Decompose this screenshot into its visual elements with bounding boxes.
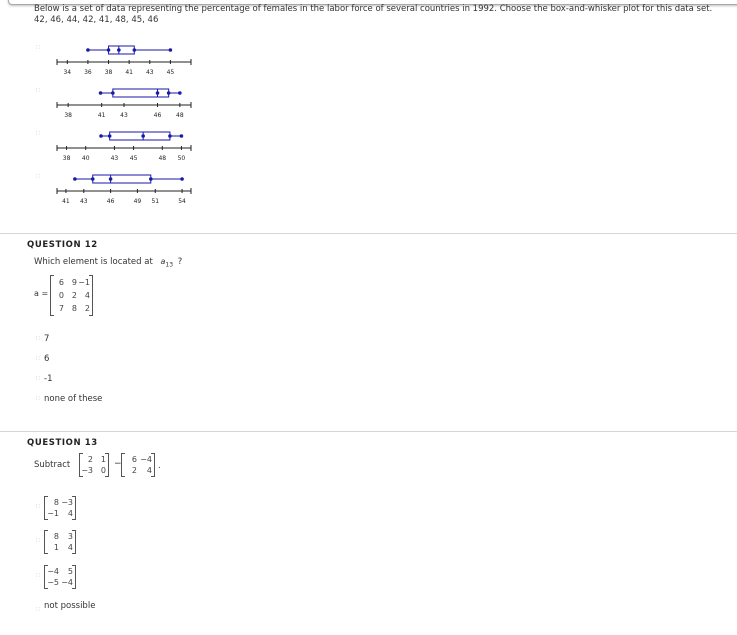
q11-option-2-radio[interactable] — [36, 88, 43, 94]
q11-option-1-radio[interactable] — [36, 45, 43, 51]
min-point — [99, 134, 103, 138]
matrix-cell: 6 — [58, 278, 64, 287]
q1-point — [111, 91, 115, 95]
matrix-cell: 4 — [146, 466, 152, 475]
q11-data-values: 42, 46, 44, 42, 41, 48, 45, 46 — [34, 15, 159, 25]
iqr-box — [113, 89, 169, 97]
matrix-cell: 0 — [58, 291, 64, 300]
matrix-cell: 2 — [131, 466, 137, 475]
q12-option-4-label[interactable]: none of these — [44, 394, 103, 404]
matrix-cell: 0 — [100, 466, 106, 475]
matrix-cell: 2 — [71, 291, 77, 300]
axis-tick-label: 50 — [177, 155, 186, 162]
right-bracket — [151, 453, 155, 477]
matrix-cell: 8 — [53, 532, 59, 541]
q13-minus-operator: − — [114, 459, 122, 469]
axis-tick-label: 41 — [125, 69, 133, 76]
axis-tick-label: 43 — [110, 155, 119, 162]
q1-point — [108, 134, 112, 138]
q11-box-plot-3 — [50, 126, 210, 166]
median-point — [141, 134, 145, 138]
left-bracket — [44, 530, 48, 554]
axis-tick-label: 54 — [178, 198, 186, 205]
axis-tick-label: 41 — [62, 198, 70, 205]
left-bracket — [79, 453, 83, 477]
axis-tick-label: 38 — [64, 112, 72, 119]
q12-option-2-label[interactable]: 6 — [44, 354, 50, 364]
iqr-box — [109, 46, 135, 54]
axis-tick-label: 45 — [166, 69, 175, 76]
right-bracket — [72, 496, 76, 520]
left-bracket — [44, 565, 48, 589]
q3-point — [149, 177, 153, 181]
axis-tick-label: 38 — [62, 155, 71, 162]
max-point — [169, 48, 173, 52]
axis-tick-label: 51 — [151, 198, 160, 205]
q13-option-2-radio[interactable] — [36, 538, 43, 544]
q12-option-3-radio[interactable] — [36, 376, 43, 382]
q12-option-3-label[interactable]: -1 — [44, 374, 53, 384]
q11-prompt-line1: Below is a set of data representing the percentage of females in the labor force of several countries in 1992. Choose the box-and-whisker plot for this data set. — [34, 4, 713, 14]
q13-option-4-radio[interactable] — [36, 607, 43, 613]
q12-prompt — [34, 257, 182, 269]
iqr-box — [93, 175, 151, 183]
q3-point — [168, 134, 172, 138]
matrix-cell: −4 — [140, 455, 152, 464]
axis-tick-label: 38 — [104, 69, 113, 76]
q11-box-plot-4 — [50, 169, 210, 209]
matrix-cell: −3 — [81, 466, 93, 475]
axis-tick-label: 34 — [63, 69, 72, 76]
left-bracket — [121, 453, 125, 477]
axis-tick-label: 41 — [97, 112, 106, 119]
q11-box-plot-1 — [50, 40, 210, 80]
axis-tick-label: 43 — [79, 198, 88, 205]
q12-option-1-radio[interactable] — [36, 336, 43, 342]
q3-point — [167, 91, 171, 95]
question-13-heading: QUESTION 13 — [27, 438, 98, 448]
q13-option-2-matrix[interactable] — [44, 530, 76, 554]
q13-period: . — [158, 461, 161, 471]
matrix-cells — [50, 275, 93, 316]
q12-prompt-text: Which element is located at — [34, 257, 153, 267]
min-point — [73, 177, 77, 181]
q13-option-4-label[interactable]: not possible — [44, 601, 96, 611]
q12-element-subscript: 13 — [165, 261, 174, 269]
matrix-cell: 2 — [84, 304, 90, 313]
matrix-cell: −5 — [47, 578, 59, 587]
q11-option-4-radio[interactable] — [36, 174, 43, 180]
q11-box-plot-2 — [50, 83, 210, 123]
matrix-cell: 3 — [67, 532, 73, 541]
min-point — [86, 48, 90, 52]
right-bracket — [72, 565, 76, 589]
matrix-cell: −4 — [61, 578, 73, 587]
axis-tick-label: 40 — [81, 155, 90, 162]
median-point — [109, 177, 113, 181]
matrix-cell: −1 — [78, 278, 90, 287]
axis-tick-label: 48 — [176, 112, 184, 119]
axis-tick-label: 46 — [153, 112, 162, 119]
matrix-cell: 6 — [131, 455, 137, 464]
q12-matrix — [50, 275, 93, 316]
matrix-cell: −1 — [47, 509, 59, 518]
matrix-cell: 8 — [71, 304, 77, 313]
matrix-cell: 1 — [53, 543, 59, 552]
matrix-cell: −4 — [47, 567, 59, 576]
q12-option-1-label[interactable]: 7 — [44, 334, 50, 344]
q12-question-mark: ? — [177, 257, 183, 267]
matrix-cell: 2 — [87, 455, 93, 464]
q11-option-3-radio[interactable] — [36, 131, 43, 137]
q13-option-1-matrix[interactable] — [44, 496, 76, 520]
section-divider — [0, 233, 737, 234]
median-point — [117, 48, 121, 52]
q13-option-3-radio[interactable] — [36, 573, 43, 579]
left-bracket — [50, 275, 54, 316]
q12-matrix-label: a = — [34, 289, 49, 298]
max-point — [180, 177, 184, 181]
axis-tick-label: 43 — [120, 112, 128, 119]
median-point — [156, 91, 160, 95]
axis-tick-label: 43 — [145, 69, 154, 76]
q13-matrix-a — [79, 453, 109, 477]
max-point — [178, 91, 182, 95]
axis-tick-label: 45 — [129, 155, 138, 162]
question-12-heading: QUESTION 12 — [27, 240, 98, 250]
q1-point — [107, 48, 111, 52]
matrix-cells — [121, 453, 155, 477]
right-bracket — [89, 275, 93, 316]
min-point — [99, 91, 103, 95]
q1-point — [91, 177, 95, 181]
right-bracket — [72, 530, 76, 554]
axis-tick-label: 36 — [84, 69, 92, 76]
q13-option-1-radio[interactable] — [36, 504, 43, 510]
max-point — [180, 134, 184, 138]
left-bracket — [44, 496, 48, 520]
matrix-cell: 7 — [58, 304, 64, 313]
matrix-cell: 5 — [67, 567, 73, 576]
axis-tick-label: 49 — [133, 198, 142, 205]
matrix-cell: 4 — [67, 509, 73, 518]
matrix-cell: 8 — [53, 498, 59, 507]
axis-tick-label: 46 — [106, 198, 115, 205]
right-bracket — [105, 453, 109, 477]
matrix-cell: −3 — [61, 498, 73, 507]
q12-element-symbol: a — [160, 257, 166, 266]
matrix-cell: 4 — [67, 543, 73, 552]
q3-point — [133, 48, 137, 52]
iqr-box — [110, 132, 170, 140]
matrix-cell: 4 — [84, 291, 90, 300]
matrix-cell: 9 — [71, 278, 77, 287]
axis-tick-label: 48 — [158, 155, 167, 162]
q12-option-2-radio[interactable] — [36, 356, 43, 362]
q12-option-4-radio[interactable] — [36, 396, 43, 402]
q13-option-3-matrix[interactable] — [44, 565, 76, 589]
matrix-cell: 1 — [100, 455, 106, 464]
q13-matrix-b — [121, 453, 155, 477]
q13-prompt: Subtract — [34, 460, 71, 470]
section-divider — [0, 431, 737, 432]
